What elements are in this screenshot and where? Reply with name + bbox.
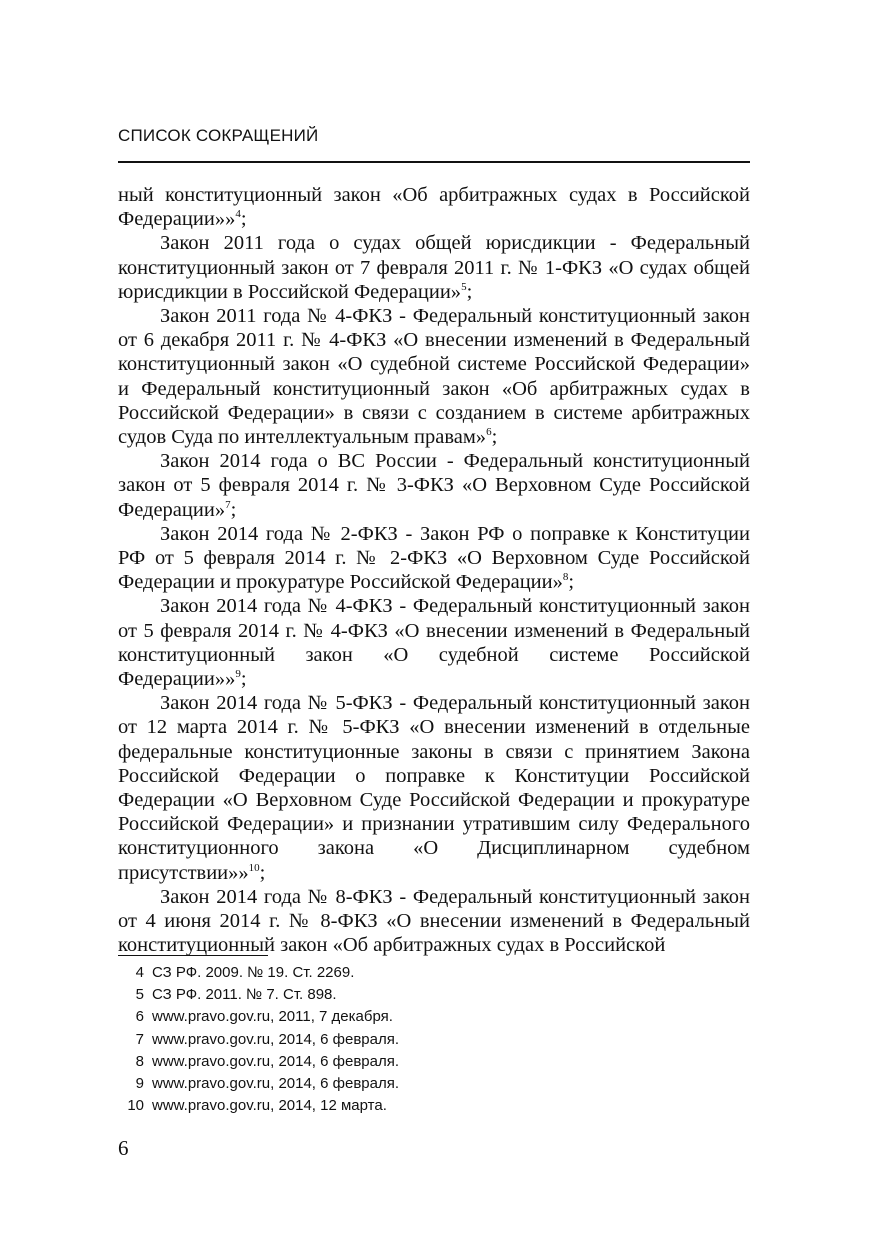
paragraph-text: Закон 2014 года № 2-ФКЗ - Закон РФ о поправке к Конституции РФ от 5 февраля 2014 г. № 2-ФКЗ «О Верховном Суде Российской Федерации и прокуратуре Российской Федерации» [118,522,750,594]
footnote-text: www.pravo.gov.ru, 2014, 6 февраля. [152,1074,400,1092]
footnote-text: СЗ РФ. 2011. № 7. Ст. 898. [152,986,337,1004]
footnote-number: 8 [135,1052,144,1070]
header-rule [118,161,750,163]
footnote-text: www.pravo.gov.ru, 2014, 12 марта. [152,1097,387,1115]
body-text [118,183,750,958]
paragraph-trail: ; [466,280,473,303]
paragraph [118,691,750,885]
footnote-rule [118,955,268,956]
footnote-ref: 6 [486,426,492,439]
paragraph-trail: ; [491,426,498,449]
footnote-number: 5 [135,986,144,1004]
footnote-item [118,984,750,1006]
footnote-text: www.pravo.gov.ru, 2014, 6 февраля. [152,1052,400,1070]
footnote-ref: 8 [562,571,569,584]
footnote-text: www.pravo.gov.ru, 2014, 6 февраля. [152,1030,400,1048]
page-number: 6 [118,1136,129,1160]
footnote-item [118,962,750,984]
running-title: СПИСОК СОКРАЩЕНИЙ [118,126,319,145]
footnote-ref: 4 [235,208,241,221]
paragraph [118,449,750,522]
footnotes [118,962,750,1117]
paragraph-text: Закон 2014 года № 5-ФКЗ - Федеральный конституционный закон от 12 марта 2014 г. № 5-ФКЗ «О внесении изменений в отдельные федеральные конституционные законы в связи с принятием Закона Российской Федерации о поправке к Конституции Российской Федерации «О Верховном Суде Российской Федерации и прокуратуре Российской Федерации» и признании утратившим силу Федерального конституционного закона «О Дисциплинарном судебном присутствии»» [118,692,750,884]
footnote-ref: 7 [225,498,231,511]
paragraph [118,183,750,231]
paragraph [118,885,750,958]
paragraph [118,231,750,304]
footnote-item [118,1006,750,1028]
footnote-ref: 5 [461,280,467,293]
paragraph [118,522,750,595]
footnote-item [118,1051,750,1073]
footnote-ref: 10 [248,861,260,874]
footnote-number: 4 [135,964,144,981]
paragraph-trail: ; [568,571,575,594]
paragraph-trail: ; [240,668,247,691]
paragraph-text: Закон 2011 года о судах общей юрисдикции - Федеральный конституционный закон от 7 февраля 2011 г. № 1-ФКЗ «О судах общей юрисдикции в Российской Федерации» [118,232,750,303]
footnote-number: 6 [135,1008,144,1026]
paragraph-trail: ; [259,861,266,884]
paragraph-text: Закон 2014 года № 8-ФКЗ - Федеральный конституционный закон от 4 июня 2014 г. № 8-ФКЗ «О внесении изменений в Федеральный конституционный закон «Об арбитражных судах в Российской [118,885,750,957]
paragraph [118,304,750,449]
paragraph-trail: ; [230,498,237,521]
paragraph-text: ный конституционный закон «Об арбитражных судах в Российской Федерации»» [118,184,750,231]
footnote-item [118,1095,750,1117]
footnote-number: 10 [127,1097,144,1115]
paragraph-text: Закон 2011 года № 4-ФКЗ - Федеральный конституционный закон от 6 декабря 2011 г. № 4-ФКЗ «О внесении изменений в Федеральный конституционный закон «О судебной системе Российской Федерации» и Федеральный конституционный закон «Об арбитражных судах в Российской Федерации» в связи с созданием в системе арбитражных судов Суда по интеллектуальным правам» [118,305,750,449]
footnote-item [118,1029,750,1051]
footnote-text: www.pravo.gov.ru, 2011, 7 декабря. [152,1008,393,1026]
footnote-item [118,1073,750,1095]
footnote-number: 7 [135,1030,144,1048]
paragraph-text: Закон 2014 года о ВС России - Федеральный конституционный закон от 5 февраля 2014 г. № 3-ФКЗ «О Верховном Суде Российской Федерации» [118,450,750,521]
footnote-number: 9 [135,1074,144,1092]
footnote-ref: 9 [235,668,241,681]
footnote-text: СЗ РФ. 2009. № 19. Ст. 2269. [152,964,355,981]
paragraph-text: Закон 2014 года № 4-ФКЗ - Федеральный конституционный закон от 5 февраля 2014 г. № 4-ФКЗ «О внесении изменений в Федеральный конституционный закон «О судебной системе Российской Федерации»» [118,595,750,691]
paragraph-trail: ; [240,208,247,231]
paragraph [118,594,750,691]
